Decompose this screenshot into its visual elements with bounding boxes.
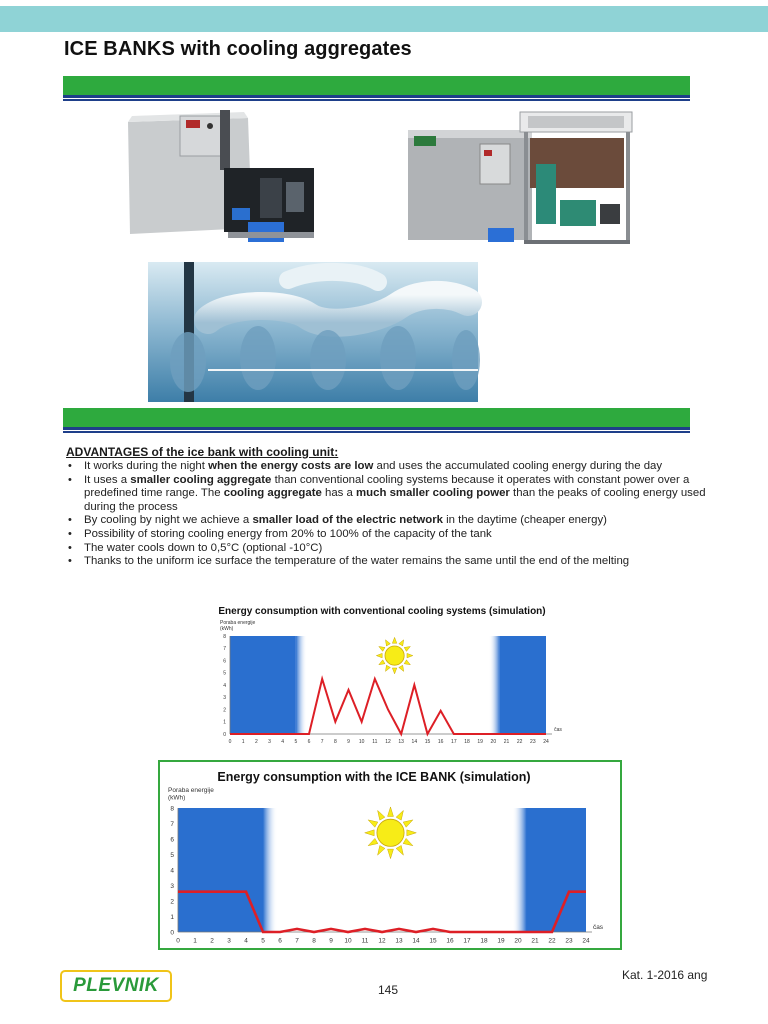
x-tick-label: 19 [497, 937, 505, 945]
advantage-emphasis: when the energy costs are low [208, 460, 374, 472]
advantages-heading: ADVANTAGES of the ice bank with cooling unit: [66, 445, 339, 459]
sun-ray [404, 660, 410, 665]
y-tick-label: 6 [170, 836, 174, 844]
x-tick-label: 21 [531, 937, 539, 945]
advantage-text: Thanks to the uniform ice surface the temperature of the water remains the same until the end of the melting [84, 555, 630, 568]
sun-ray [388, 849, 394, 859]
advantage-item [66, 460, 706, 474]
x-tick-label: 9 [347, 739, 350, 745]
sun-ray [365, 830, 375, 836]
advantage-text: It uses a [84, 473, 131, 486]
x-tick-label: 18 [480, 937, 488, 945]
x-tick-label: 23 [530, 739, 536, 745]
y-tick-label: 6 [223, 658, 226, 665]
x-tick-label: 24 [543, 739, 549, 745]
night-band [230, 636, 296, 734]
logo-text: PLEVNIK [73, 975, 159, 996]
y-tick-label: 3 [223, 695, 226, 701]
sun-disc [385, 646, 404, 665]
advantage-text: By cooling by night we achieve a [84, 514, 253, 527]
advantage-emphasis: smaller load of the electric network [252, 514, 443, 527]
advantage-text: in the daytime (cheaper energy) [442, 514, 607, 527]
y-tick-label: 4 [223, 682, 226, 689]
chart-conventional-cooling [212, 600, 562, 750]
advantage-item [66, 542, 706, 556]
x-tick-label: 8 [312, 937, 316, 945]
sun-icon [365, 807, 417, 859]
x-tick-label: 22 [516, 739, 523, 745]
section-divider-top [63, 76, 690, 98]
x-tick-label: 18 [464, 739, 470, 745]
x-tick-label: 24 [582, 937, 590, 945]
x-tick-label: 10 [358, 739, 365, 745]
x-tick-label: 8 [333, 739, 337, 745]
x-tick-label: 16 [446, 937, 454, 945]
plevnik-logo [60, 970, 172, 1002]
y-tick-label: 1 [170, 913, 174, 921]
advantage-emphasis: much smaller cooling power [356, 487, 510, 500]
chart-title: Energy consumption with the ICE BANK (simulation) [217, 770, 531, 784]
advantage-item [66, 474, 706, 515]
sun-ray [379, 660, 385, 665]
x-tick-label: 17 [463, 937, 471, 945]
sun-ray [407, 830, 417, 836]
sun-ray [378, 810, 385, 820]
x-tick-label: 2 [254, 739, 258, 745]
page-number: 145 [378, 983, 399, 997]
sun-disc [377, 819, 404, 846]
advantage-text: than conventional cooling systems because it operates with constant power over a predefined time range. The [84, 473, 690, 500]
night-fade [296, 636, 307, 734]
x-tick-label: 7 [295, 937, 299, 945]
x-tick-label: 0 [176, 937, 180, 945]
y-axis-unit: (kWh) [168, 794, 186, 802]
sun-ray [368, 820, 378, 827]
x-tick-label: 0 [228, 739, 232, 745]
x-tick-label: 23 [565, 937, 573, 945]
chart-ice-bank [160, 762, 620, 948]
sun-ray [378, 845, 385, 855]
night-fade [489, 636, 500, 734]
x-tick-label: 20 [490, 739, 497, 745]
x-tick-label: 14 [411, 739, 418, 745]
y-tick-label: 0 [170, 929, 174, 937]
y-tick-label: 4 [170, 867, 174, 875]
sun-ray [396, 810, 403, 820]
x-axis-label: čas [554, 727, 562, 733]
top-color-band [0, 6, 768, 32]
y-tick-label: 1 [223, 719, 226, 726]
advantage-text: It works during the night [84, 460, 209, 472]
y-tick-label: 7 [223, 646, 226, 652]
sun-ray [396, 845, 403, 855]
x-tick-label: 15 [424, 739, 431, 745]
x-tick-label: 4 [244, 937, 248, 945]
x-tick-label: 1 [241, 739, 245, 745]
night-fade [512, 808, 526, 932]
x-tick-label: 14 [412, 937, 420, 945]
y-axis-label: Poraba energije [168, 787, 214, 794]
sun-ray [388, 807, 394, 817]
advantage-emphasis: cooling aggregate [223, 487, 322, 500]
advantage-text: has a [321, 487, 357, 500]
y-tick-label: 8 [170, 805, 174, 813]
ice-bank-photo-left [120, 108, 328, 254]
night-band [527, 808, 587, 932]
x-tick-label: 21 [503, 739, 510, 745]
advantage-item [66, 514, 706, 528]
x-axis-label: čas [592, 924, 604, 931]
y-tick-label: 5 [223, 670, 226, 677]
x-tick-label: 17 [451, 739, 457, 745]
x-tick-label: 15 [429, 937, 437, 945]
night-band [178, 808, 263, 932]
x-tick-label: 20 [514, 937, 522, 945]
y-tick-label: 2 [170, 898, 174, 906]
sun-icon [376, 637, 412, 673]
section-divider-bottom [63, 408, 690, 430]
x-tick-label: 3 [268, 739, 271, 745]
x-tick-label: 2 [210, 937, 214, 945]
x-tick-label: 11 [361, 937, 369, 945]
y-tick-label: 3 [170, 882, 174, 890]
advantage-text: Possibility of storing cooling energy from 20% to 100% of the capacity of the tank [84, 527, 492, 540]
sun-ray [403, 820, 413, 827]
x-tick-label: 16 [437, 739, 444, 745]
sun-ray [385, 640, 390, 646]
x-tick-label: 22 [548, 937, 556, 945]
x-tick-label: 6 [278, 937, 282, 945]
x-tick-label: 12 [378, 937, 386, 945]
ice-bank-photo-right [404, 108, 638, 254]
advantage-text: than the peaks of cooling energy used during the process [84, 487, 706, 513]
page-title: ICE BANKS with cooling aggregates [64, 38, 412, 60]
sun-ray [376, 653, 382, 658]
y-axis-label: Poraba energije [220, 620, 256, 626]
x-tick-label: 5 [294, 739, 298, 745]
y-tick-label: 7 [170, 820, 174, 828]
x-tick-label: 10 [344, 937, 352, 945]
x-tick-label: 4 [281, 739, 285, 745]
advantage-item [66, 555, 706, 569]
x-tick-label: 1 [193, 937, 197, 945]
y-axis-unit: (kWh) [220, 626, 234, 632]
x-tick-label: 6 [307, 739, 311, 745]
sun-ray [399, 640, 404, 646]
advantage-emphasis: smaller cooling aggregate [130, 473, 272, 486]
x-tick-label: 5 [261, 937, 265, 945]
sun-ray [404, 646, 410, 651]
catalog-reference: Kat. 1-2016 ang [622, 968, 708, 982]
advantage-item [66, 528, 706, 542]
y-tick-label: 0 [223, 731, 226, 738]
sun-ray [392, 637, 397, 643]
x-tick-label: 9 [329, 937, 333, 945]
x-tick-label: 7 [320, 739, 324, 745]
advantage-text: and uses the accumulated cooling energy during the day [373, 460, 663, 472]
chart-title: Energy consumption with conventional cooling systems (simulation) [218, 606, 546, 617]
ice-coil-photo [148, 262, 478, 402]
sun-ray [385, 665, 390, 671]
x-tick-label: 3 [227, 937, 231, 945]
night-band [500, 636, 546, 734]
sun-ray [379, 646, 385, 651]
y-tick-label: 2 [223, 707, 226, 714]
sun-ray [407, 653, 413, 658]
x-tick-label: 12 [385, 739, 391, 745]
sun-ray [403, 838, 413, 845]
x-tick-label: 13 [398, 739, 404, 745]
y-tick-label: 8 [223, 633, 226, 640]
night-fade [263, 808, 277, 932]
advantage-text: The water cools down to 0,5°C (optional -10°C) [84, 541, 323, 554]
sun-ray [392, 668, 397, 674]
x-tick-label: 19 [477, 739, 483, 745]
advantages-list [66, 460, 706, 569]
y-tick-label: 5 [170, 851, 174, 859]
sun-ray [368, 838, 378, 845]
sun-ray [399, 665, 404, 671]
x-tick-label: 11 [372, 739, 378, 745]
x-tick-label: 13 [395, 937, 403, 945]
